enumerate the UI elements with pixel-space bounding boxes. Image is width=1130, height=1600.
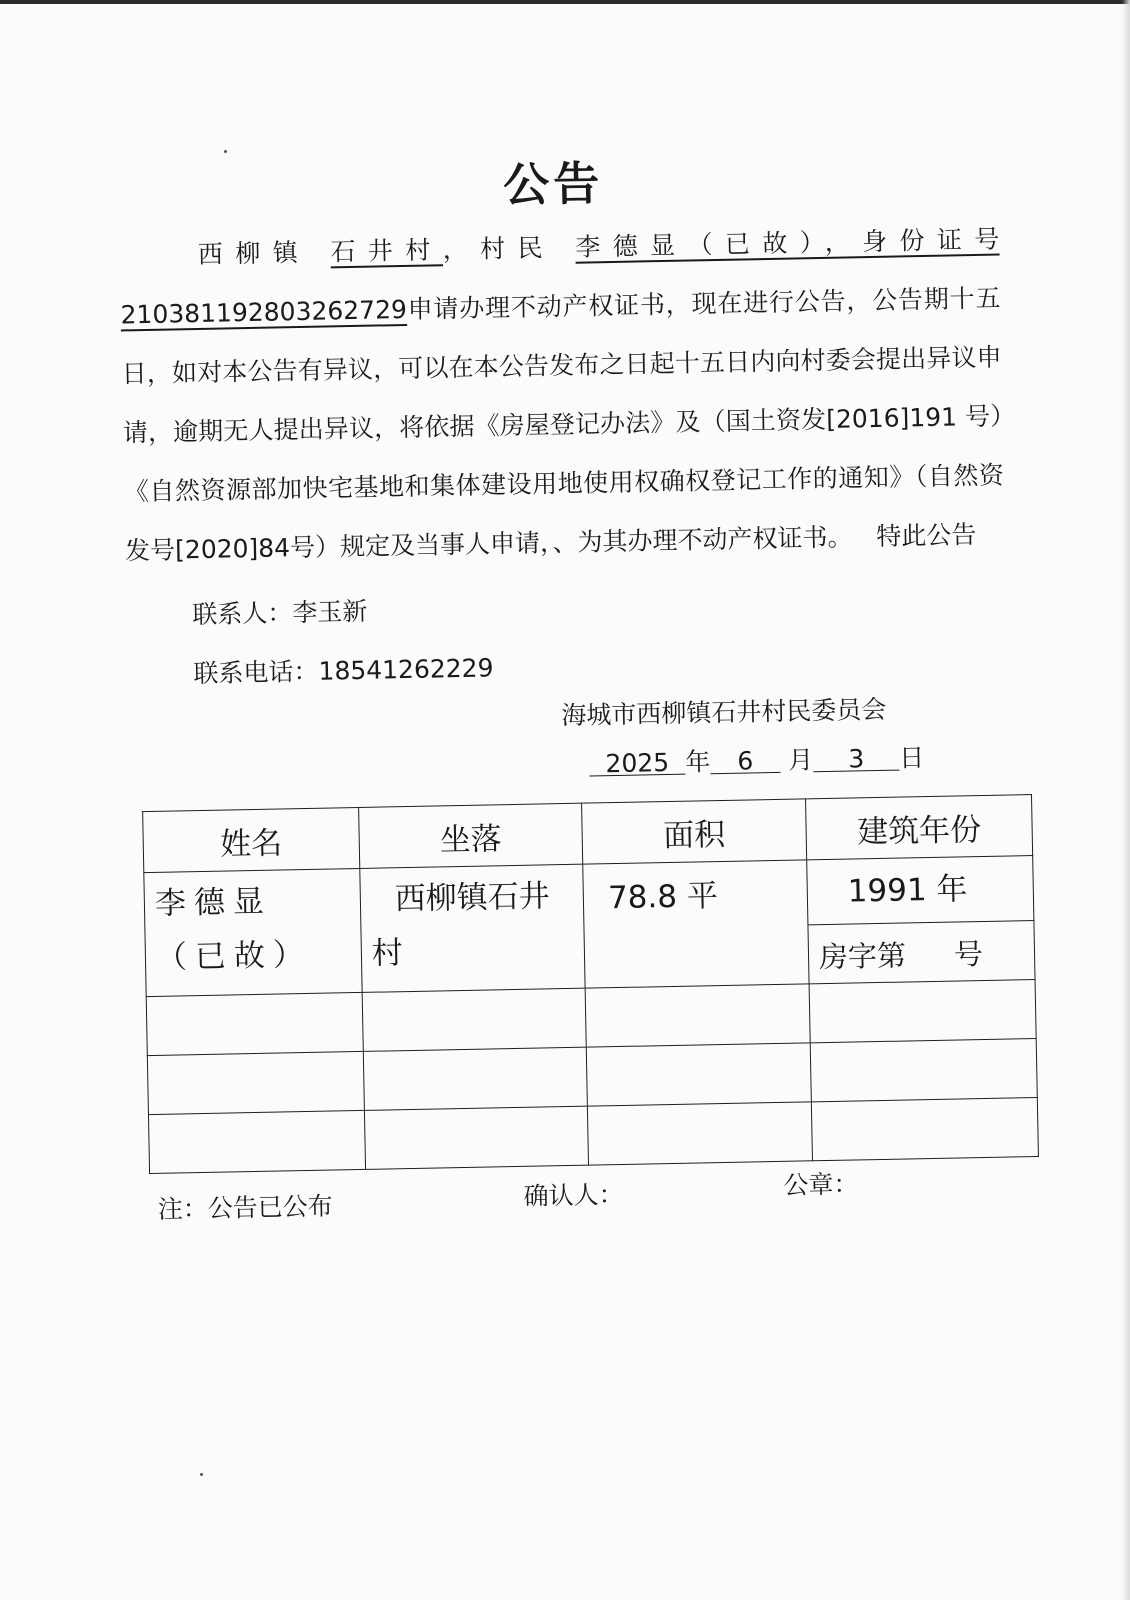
date-day-unit: 日 (898, 743, 925, 773)
header-build-year: 建筑年份 (805, 795, 1032, 860)
header-name: 姓名 (143, 807, 360, 872)
header-location: 坐落 (358, 803, 582, 868)
cell-house-number (808, 921, 1035, 984)
cell-build-year: 1991 年 (807, 856, 1034, 925)
village-name: 石井村 (330, 235, 443, 267)
cell-owner-name: 李德显（已故） (144, 868, 362, 996)
date-month-unit: 月 (787, 745, 814, 775)
date-year: 2025 (589, 744, 686, 777)
contact-person-name: 李玉新 (292, 596, 368, 628)
notice-body (119, 210, 1006, 581)
contact-phone-label: 联系电话： (193, 656, 319, 689)
notice-date (589, 738, 925, 780)
contact-person (192, 592, 368, 631)
date-month: 6 (710, 742, 781, 774)
cell-location (360, 864, 586, 992)
contact-phone-number: 18541262229 (318, 653, 494, 686)
property-table (142, 794, 1039, 1174)
house-no-label-b: 号 (953, 937, 984, 972)
town: 西柳镇 (185, 237, 311, 270)
villager-sep: ，村民 (442, 233, 556, 265)
issuing-committee: 海城市西柳镇石井村民委员会 (561, 694, 887, 731)
house-no-label-a: 房字第 (818, 938, 907, 975)
header-area: 面积 (582, 799, 807, 864)
contact-person-label: 联系人： (192, 598, 293, 630)
date-day: 3 (813, 740, 900, 773)
villager-id: 李德显（已故），身份证号 210381192803262729 (120, 224, 1000, 330)
footer-confirm: 确认人： (523, 1179, 624, 1211)
cell-location-text: 西柳镇石井村 (371, 878, 551, 972)
notice-text: 申请办理不动产权证书，现在进行公告，公告期十五日，如对本公告有异议，可以在本公告发布之日起十五日内向村委会提出异议申请，逾期无人提出异议，将依据《房屋登记办法》及（国土资发[2016]191 号）《自然资源部加快宅基地和集体建设用地使用权确权登记工作的通知》（自然资发号[2020]84号）规定及当事人申请，、为其办理不动产权证书。 (121, 283, 1005, 566)
footer-note: 注：公告已公布 (157, 1191, 334, 1224)
date-year-unit: 年 (685, 747, 711, 777)
cell-area: 78.8 平 (583, 860, 809, 988)
contact-phone (193, 648, 494, 690)
footer-seal: 公章： (783, 1169, 859, 1200)
notice-closing: 特此公告 (876, 520, 977, 551)
notice-title: 公告 (502, 156, 604, 213)
